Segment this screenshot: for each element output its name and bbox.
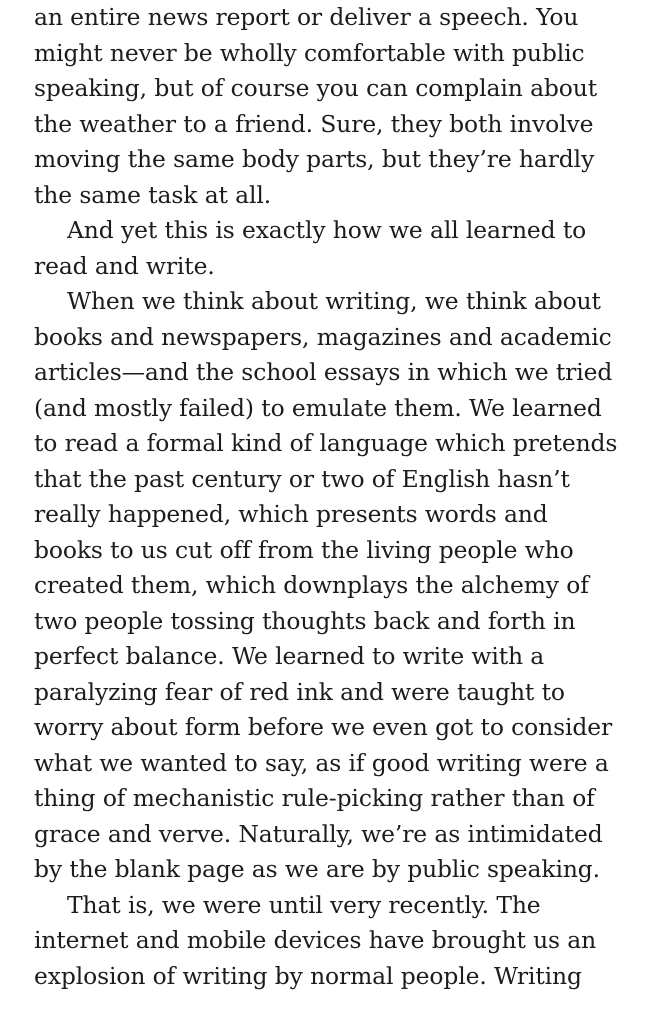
text-line: perfect balance. We learned to write with a [34,642,545,670]
text-line: read and write. [34,251,215,280]
text-line: created them, which downplays the alchemy of [34,571,589,599]
paragraph-first-line: When we think about writing, we think about [67,287,601,315]
text-line: internet and mobile devices have brought us an [34,926,597,954]
text-line: articles—and the school essays in which we tried [34,358,613,386]
text-line: moving the same body parts, but they’re hardly [34,145,595,173]
text-line: speaking, but of course you can complain about [34,74,598,102]
text-line: an entire news report or deliver a speech. You [34,3,579,31]
text-line: the same task at all. [34,180,272,209]
text-line: to read a formal kind of language which pretends [34,429,618,457]
text-line: the weather to a friend. Sure, they both involve [34,109,594,138]
text-line: two people tossing thoughts back and forth in [34,606,576,635]
text-line: that the past century or two of English hasn’t [34,464,570,493]
paragraph-first-line: And yet this is exactly how we all learned to [67,216,587,244]
text-line: really happened, which presents words and [34,500,548,528]
text-line: explosion of writing by normal people. Writing [34,961,582,990]
text-line: (and mostly failed) to emulate them. We learned [34,393,602,422]
text-line: what we wanted to say, as if good writing were a [34,748,609,777]
text-line: by the blank page as we are by public speaking. [34,855,601,883]
text-line: worry about form before we even got to consider [34,713,613,741]
text-line: books to us cut off from the living people who [34,535,574,564]
paragraph-first-line: That is, we were until very recently. The [67,890,541,919]
text-line: might never be wholly comfortable with public [34,38,585,67]
text-line: grace and verve. Naturally, we’re as intimidated [34,819,603,848]
text-line: books and newspapers, magazines and academic [34,322,612,351]
text-line: paralyzing fear of red ink and were taught to [34,677,565,706]
text-line: thing of mechanistic rule-picking rather than of [34,784,595,812]
